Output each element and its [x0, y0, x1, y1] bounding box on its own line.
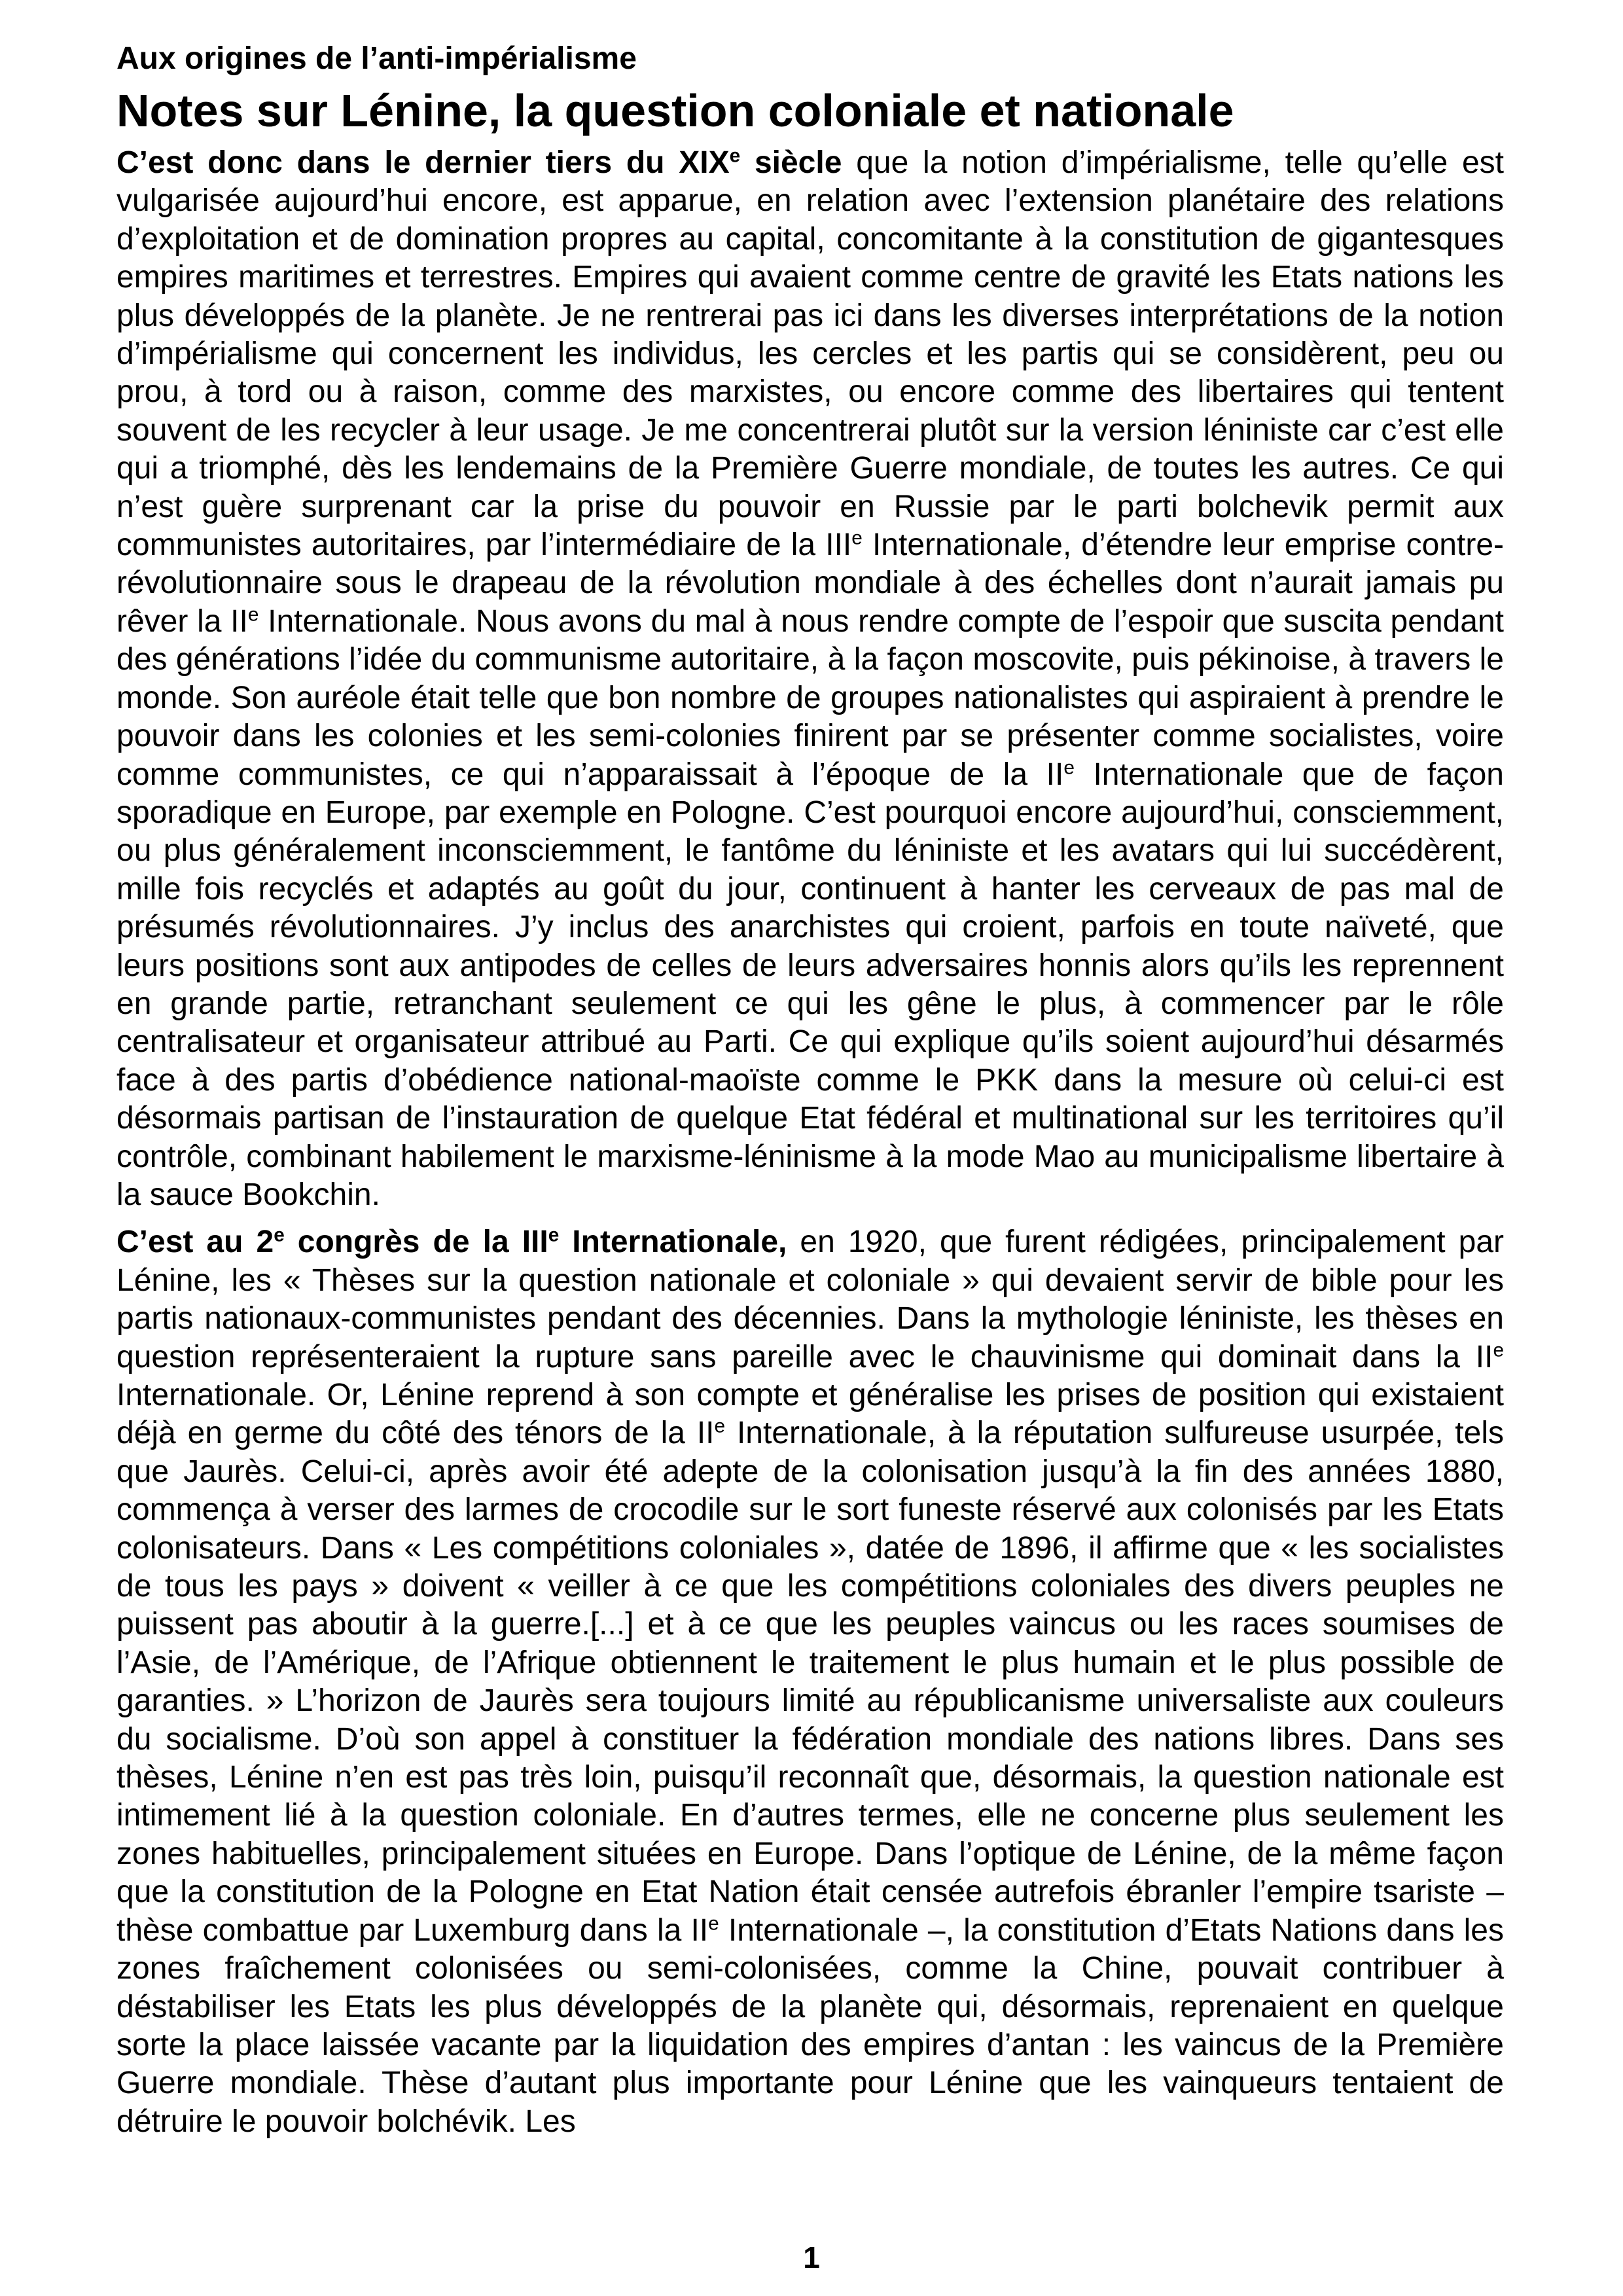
superscript: e [1493, 1339, 1504, 1361]
paragraph-2-text [116, 1225, 1504, 2138]
paragraph-2-lead [116, 1225, 787, 1259]
text-run: C’est donc dans le dernier tiers du XIX [116, 145, 730, 180]
superscript: e [714, 1416, 726, 1438]
text-run: Internationale. Nous avons du mal à nous rendre compte de l’espoir que suscita pendant des générations l’idée du communisme autoritaire, à la façon moscovite, puis pékinoise, à travers le monde. Son auréole était telle que bon nombre de groupes nationalistes qui aspiraient à prendre le pouvoir dans les colonies et les semi-colonies finirent par se présenter comme socialistes, voire comme communistes, ce qui n’apparaissait à l’époque de la II [116, 603, 1505, 792]
article-body [116, 144, 1504, 2141]
text-run: C’est au 2 [116, 1225, 274, 1260]
text-run: Internationale –, la constitution d’Etats Nations dans les zones fraîchement colonisées ou semi-colonisées, comme la Chine, pouvait contribuer à déstabiliser les Etats les plus développés de la planète qui, désormais, reprenaient en quelque sorte la place laissée vacante par la liquidation des empires d’antan : les vaincus de la Première Guerre mondiale. Thèse d’autant plus importante pour Lénine que les vainqueurs tentaient de détruire le pouvoir bolchévik. Les [116, 1912, 1505, 2139]
document-page [116, 38, 1504, 2150]
paragraph-1-text [116, 145, 1504, 1212]
superscript: e [851, 527, 863, 549]
superscript: e [247, 603, 259, 626]
text-run: congrès de la III [284, 1225, 548, 1260]
page-title: Notes sur Lénine, la question coloniale et nationale [116, 85, 1234, 136]
superscript: e [548, 1225, 560, 1247]
superscript: e [708, 1912, 719, 1935]
superscript: e [274, 1225, 285, 1247]
text-run: que la notion d’impérialisme, telle qu’elle est vulgarisée aujourd’hui encore, est apparue, en relation avec l’extension planétaire des relations d’exploitation et de domination propres au capital, concomitante à la constitution de gigantesques empires maritimes et terrestres. Empires qui avaient comme centre de gravité les Etats nations les plus développés de la planète. Je ne rentrerai pas ici dans les diverses interprétations de la notion d’impérialisme qui concernent les individus, les cercles et les partis qui se considèrent, peu ou prou, à tord ou à raison, comme des marxistes, ou encore comme des libertaires qui tentent souvent de les recycler à leur usage. Je me concentrerai plutôt sur la version léniniste car c’est elle qui a triomphé, dès les lendemains de la Première Guerre mondiale, de toutes les autres. Ce qui n’est guère surprenant car la prise du pouvoir en Russie par le parti bolchevik permit aux communistes autoritaires, par l’intermédiaire de la III [116, 145, 1505, 563]
paragraph-2 [116, 1223, 1504, 2141]
text-run: siècle [740, 145, 842, 180]
superscript: e [729, 145, 741, 167]
superscript: e [1063, 757, 1075, 779]
paragraph-1 [116, 144, 1504, 1214]
section-kicker: Aux origines de l’anti-impérialisme [116, 41, 637, 76]
text-run: Internationale. Or, Lénine reprend à son compte et généralise les prises de position qui existaient déjà en germe du côté des ténors de la II [116, 1378, 1504, 1451]
text-run: en 1920, que furent rédigées, principalement par Lénine, les « Thèses sur la question nationale et coloniale » qui devaient servir de bible pour les partis nationaux-communistes pendant des décennies. Dans la mythologie léniniste, les thèses en question représenteraient la rupture sans pareille avec le chauvinisme qui dominait dans la II [116, 1225, 1505, 1374]
page-number: 1 [803, 2240, 820, 2274]
text-run: Internationale, [559, 1225, 787, 1260]
paragraph-1-lead [116, 145, 842, 180]
text-run: Internationale, à la réputation sulfureuse usurpée, tels que Jaurès. Celui-ci, après avoir été adepte de la colonisation jusqu’à la fin des années 1880, commença à verser des larmes de crocodile sur le sort funeste réservé aux colonisés par les Etats colonisateurs. Dans « Les compétitions coloniales », datée de 1896, il affirme que « les socialistes de tous les pays » doivent « veiller à ce que les compétitions coloniales des divers peuples ne puissent pas aboutir à la guerre.[...] et à ce que les peuples vaincus ou les races soumises de l’Asie, de l’Amérique, de l’Afrique obtiennent le traitement le plus humain et le plus possible de garanties. » L’horizon de Jaurès sera toujours limité au républicanisme universaliste aux couleurs du socialisme. D’où son appel à constituer la fédération mondiale des nations libres. Dans ses thèses, Lénine n’en est pas très loin, puisqu’il reconnaît que, désormais, la question nationale est intimement lié à la question coloniale. En d’autres termes, elle ne concerne plus seulement les zones habituelles, principalement situées en Europe. Dans l’optique de Lénine, de la même façon que la constitution de la Pologne en Etat Nation était censée autrefois ébranler l’empire tsariste – thèse combattue par Luxemburg dans la II [116, 1416, 1504, 1948]
text-run: Internationale que de façon sporadique en Europe, par exemple en Pologne. C’est pourquoi encore aujourd’hui, consciemment, ou plus généralement inconsciemment, le fantôme du léniniste et les avatars qui lui succédèrent, mille fois recyclés et adaptés au goût du jour, continuent à hanter les cerveaux de pas mal de présumés révolutionnaires. J’y inclus des anarchistes qui croient, parfois en toute naïveté, que leurs positions sont aux antipodes de celles de leurs adversaires honnis alors qu’ils les reprennent en grande partie, retranchant seulement ce qui les gêne le plus, à commencer par le rôle centralisateur et organisateur attribué au Parti. Ce qui explique qu’ils soient aujourd’hui désarmés face à des partis d’obédience national-maoïste comme le PKK dans la mesure où celui-ci est désormais partisan de l’instauration de quelque Etat fédéral et multinational sur les territoires qu’il contrôle, combinant habilement le marxisme-léninisme à la mode Mao au municipalisme libertaire à la sauce Bookchin. [116, 757, 1505, 1212]
text-run: Internationale, d’étendre leur emprise contre-révolutionnaire sous le drapeau de la révolution mondiale à des échelles dont n’aurait jamais pu rêver la II [116, 528, 1505, 639]
